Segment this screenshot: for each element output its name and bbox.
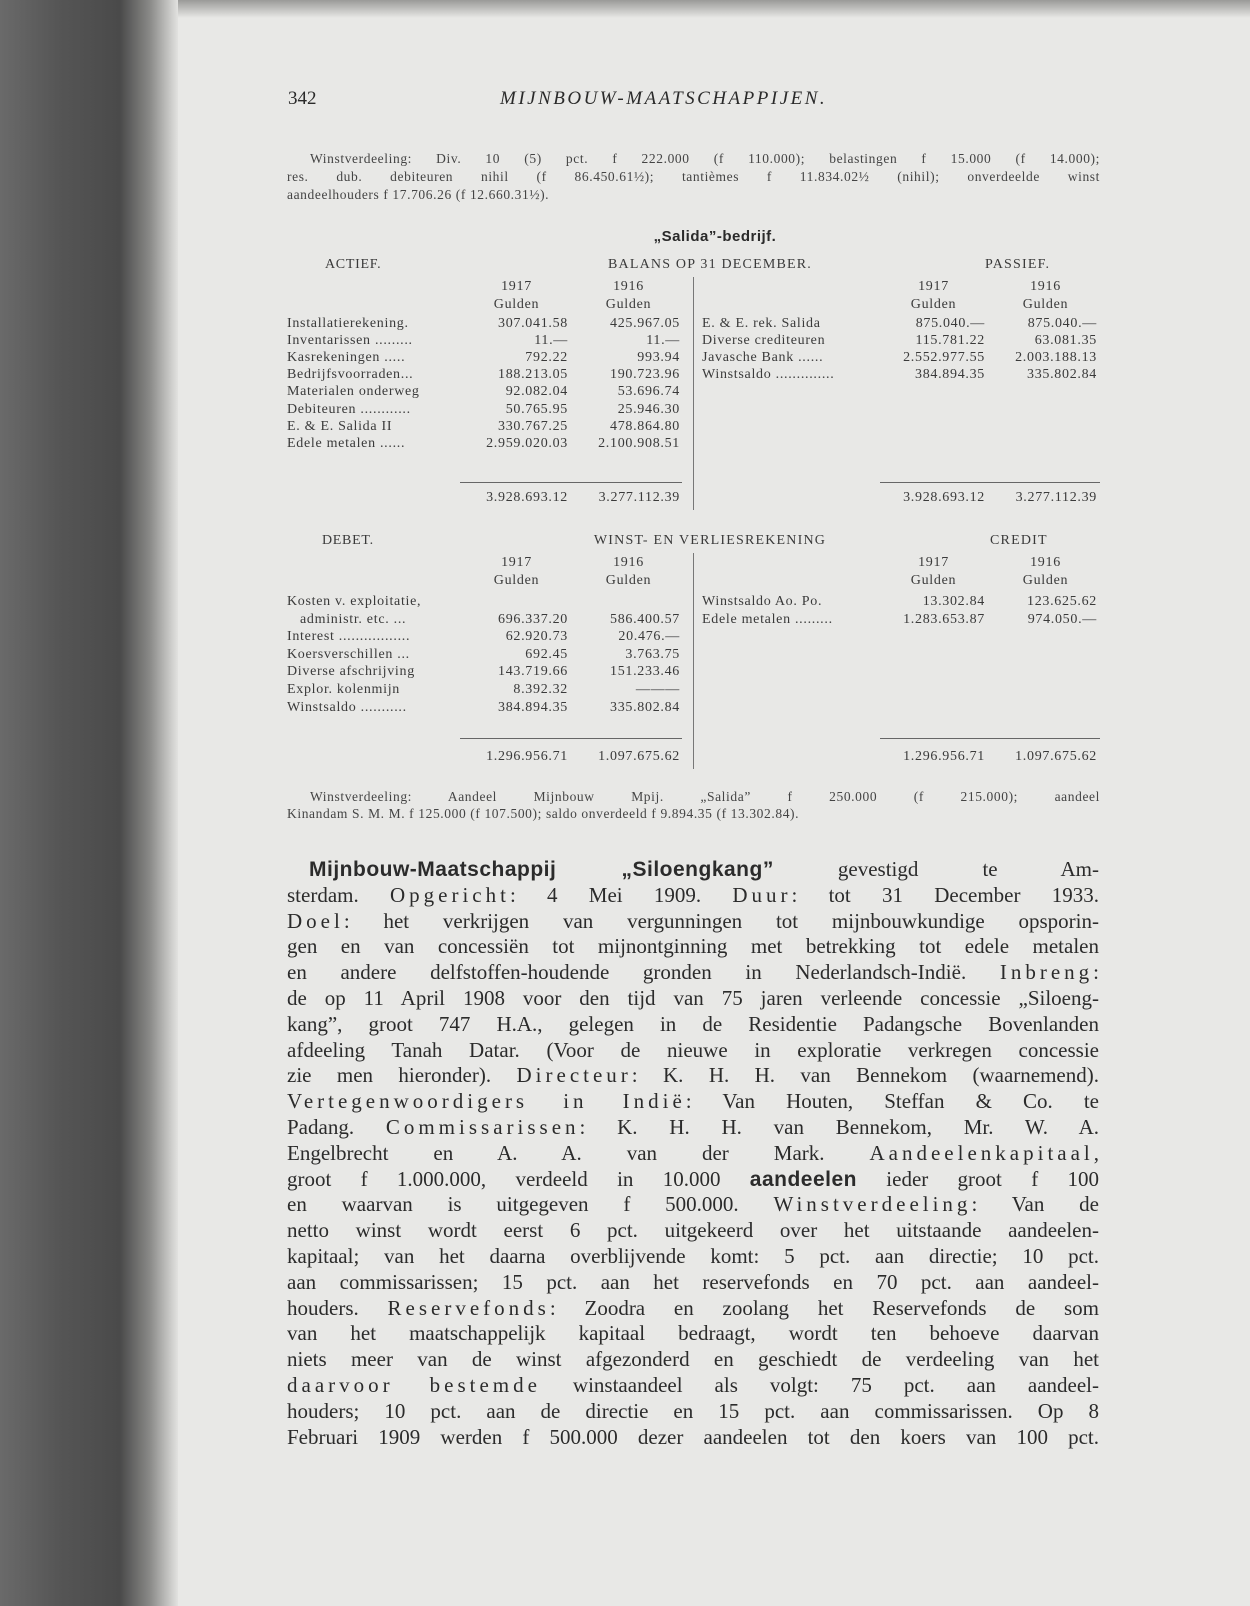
spaced-heading: Vertegenwoordigers in Indië: [287, 1089, 686, 1114]
text-segment: Februari 1909 werden f 500.000 dezer aandeelen tot den koers van 100 pct.: [287, 1424, 1099, 1449]
row-label: Edele metalen ......: [287, 435, 406, 451]
value-1917: 384.894.35: [915, 367, 985, 383]
text-line: [287, 960, 1099, 986]
spaced-heading: daarvoor bestemde: [287, 1372, 541, 1397]
text-segment: : 4 Mei 1909.: [509, 882, 733, 907]
year-header: 1917: [918, 279, 949, 294]
row-label: Kosten v. exploitatie,: [287, 594, 422, 609]
spaced-heading: Duur: [732, 882, 792, 907]
year-header: 1916: [1030, 555, 1061, 570]
text-segment: ieder groot f 100: [856, 1166, 1099, 1191]
total-1917: 3.928.693.12: [903, 490, 985, 505]
intro-line: res. dub. debiteuren nihil (f 86.450.61½); tantièmes f 11.834.02½ (nihil); onverdeelde winst: [287, 169, 1100, 184]
page-number: 342: [288, 88, 317, 109]
text-segment: kapitaal; van het daarna overblijvende komt: 5 pct. aan directie; 10 pct.: [287, 1243, 1099, 1268]
table-title: WINST- EN VERLIESREKENING: [593, 533, 827, 548]
unit-header: Gulden: [605, 573, 652, 588]
value-1916: 586.400.57: [610, 611, 680, 627]
text-segment: : K. H. H. van Bennekom (waarnemend).: [631, 1063, 1099, 1088]
value-1916: ———: [635, 682, 680, 697]
text-line: [287, 1063, 1099, 1089]
year-header: 1916: [1030, 279, 1061, 294]
text-segment: aan commissarissen; 15 pct. aan het reservefonds en 70 pct. aan aandeel-: [287, 1269, 1099, 1294]
spaced-heading: Doel: [287, 908, 344, 933]
total-1917: 3.928.693.12: [486, 490, 568, 505]
unit-header: Gulden: [910, 573, 957, 588]
value-1917: 188.213.05: [498, 367, 568, 383]
spaced-heading: Directeur: [516, 1063, 632, 1088]
right-label: PASSIEF.: [985, 257, 1051, 272]
text-line: [287, 1218, 1099, 1244]
value-1916: 63.081.35: [1034, 333, 1097, 349]
row-label: Installatierekening.: [287, 316, 409, 331]
unit-header: Gulden: [1022, 573, 1069, 588]
row-label: Winstsaldo ...........: [287, 699, 407, 715]
text-line: [287, 1141, 1099, 1167]
bold-term: Mijnbouw-Maatschappij „Siloengkang”: [309, 858, 774, 881]
row-label: Bedrijfsvoorraden...: [287, 367, 414, 383]
row-label: Winstsaldo Ao. Po.: [702, 594, 823, 609]
value-1916: 3.763.75: [625, 646, 680, 662]
row-label: Winstsaldo ..............: [702, 367, 835, 383]
row-label: Diverse afschrijving: [287, 664, 415, 680]
row-label: Materialen onderweg: [287, 384, 420, 400]
text-line: [287, 1012, 1099, 1038]
value-1917: 13.302.84: [922, 594, 985, 609]
year-header: 1917: [501, 555, 532, 570]
text-segment: houders; 10 pct. aan de directie en 15 pct. aan commissarissen. Op 8: [287, 1398, 1099, 1423]
company-description: [287, 857, 1099, 1450]
text-segment: afdeeling Tanah Datar. (Voor de nieuwe in exploratie verkregen concessie: [287, 1037, 1099, 1062]
text-segment: gen en van concessiën tot mijnontginning met betrekking tot edele metalen: [287, 934, 1099, 959]
row-label: Diverse crediteuren: [702, 333, 826, 349]
value-1916: 11.—: [646, 333, 680, 349]
row-label: E. & E. rek. Salida: [702, 316, 821, 331]
text-segment: Padang.: [287, 1114, 386, 1139]
unit-header: Gulden: [910, 297, 957, 312]
value-1917: 92.082.04: [505, 384, 568, 400]
value-1916: 335.802.84: [610, 699, 680, 715]
right-label: CREDIT: [990, 533, 1048, 548]
value-1916: 974.050.—: [1027, 611, 1097, 627]
row-label: Javasche Bank ......: [702, 350, 824, 366]
text-segment: en waarvan is uitgegeven f 500.000.: [287, 1192, 774, 1217]
value-1916: 190.723.96: [610, 367, 680, 383]
text-line: [287, 1347, 1099, 1373]
total-1916: 3.277.112.39: [1015, 490, 1097, 505]
value-1916: 123.625.62: [1027, 594, 1097, 609]
value-1917: 2.959.020.03: [486, 435, 568, 451]
text-line: [287, 883, 1099, 909]
text-segment: netto winst wordt eerst 6 pct. uitgekeerd over het uitstaande aandeelen-: [287, 1218, 1099, 1243]
value-1917: 696.337.20: [498, 611, 568, 627]
spaced-heading: Reservefonds: [387, 1295, 550, 1320]
row-label: Kasrekeningen .....: [287, 350, 406, 366]
value-1917: 143.719.66: [498, 664, 568, 680]
text-line: [287, 1373, 1099, 1399]
text-segment: Engelbrecht en A. A. van der Mark.: [287, 1140, 870, 1165]
value-1916: 993.94: [637, 350, 680, 366]
text-line: [287, 934, 1099, 960]
value-1916: 53.696.74: [617, 384, 680, 400]
row-label: Interest .................: [287, 629, 411, 645]
value-1916: 425.967.05: [610, 316, 680, 331]
row-label: Explor. kolenmijn: [287, 682, 401, 697]
total-1916: 1.097.675.62: [598, 749, 680, 764]
text-segment: van het maatschappelijk kapitaal bedraagt, wordt ten behoeve daarvan: [287, 1321, 1099, 1346]
text-line: [287, 857, 1099, 883]
value-1917: 792.22: [525, 350, 568, 366]
sum-rule: [460, 482, 682, 483]
text-segment: : het verkrijgen van vergunningen tot mijnbouwkundige opsporin-: [343, 908, 1099, 933]
text-segment: kang”, groot 747 H.A., gelegen in de Residentie Padangsche Bovenlanden: [287, 1011, 1099, 1036]
text-segment: houders.: [287, 1295, 388, 1320]
section-title: „Salida”-bedrijf.: [653, 228, 777, 245]
running-title: MIJNBOUW-MAATSCHAPPIJEN.: [500, 88, 828, 109]
value-1917: 875.040.—: [915, 316, 985, 331]
value-1916: 2.100.908.51: [598, 435, 680, 451]
value-1917: 1.283.653.87: [903, 611, 985, 627]
value-1917: 8.392.32: [513, 682, 568, 697]
text-segment: ,: [1093, 1140, 1099, 1165]
value-1916: 478.864.80: [610, 418, 680, 434]
value-1916: 335.802.84: [1027, 367, 1097, 383]
row-label: E. & E. Salida II: [287, 418, 393, 434]
intro-line: aandeelhouders f 17.706.26 (f 12.660.31½).: [287, 187, 550, 202]
row-label: administr. etc. ...: [300, 611, 407, 627]
unit-header: Gulden: [493, 297, 540, 312]
row-label: Koersverschillen ...: [287, 646, 410, 662]
value-1917: 50.765.95: [505, 401, 568, 417]
unit-header: Gulden: [605, 297, 652, 312]
sum-rule: [880, 738, 1100, 739]
left-label: DEBET.: [322, 533, 374, 548]
value-1916: 875.040.—: [1027, 316, 1097, 331]
text-segment: gevestigd te Am-: [773, 857, 1099, 881]
sum-rule: [880, 482, 1100, 483]
text-segment: : tot 31 December 1933.: [791, 882, 1099, 907]
text-line: [287, 1192, 1099, 1218]
column-divider: [693, 277, 694, 510]
text-segment: : Zoodra en zoolang het Reservefonds de som: [549, 1295, 1099, 1320]
text-segment: en andere delfstoffen-houdende gronden in Nederlandsch-Indië.: [287, 960, 1000, 985]
year-header: 1917: [918, 555, 949, 570]
text-segment: :: [1093, 960, 1099, 985]
value-1917: 330.767.25: [498, 418, 568, 434]
text-segment: : Van de: [971, 1192, 1100, 1217]
value-1917: 62.920.73: [505, 629, 568, 645]
unit-header: Gulden: [1022, 297, 1069, 312]
text-segment: : Van Houten, Steffan & Co. te: [685, 1089, 1100, 1114]
unit-header: Gulden: [493, 573, 540, 588]
total-1917: 1.296.956.71: [903, 749, 985, 764]
row-label: Debiteuren ............: [287, 401, 411, 417]
year-header: 1916: [613, 555, 644, 570]
text-line: [287, 1115, 1099, 1141]
text-line: [287, 1425, 1099, 1451]
note-line: Kinandam S. M. M. f 125.000 (f 107.500); saldo onverdeeld f 9.894.35 (f 13.302.84).: [287, 806, 800, 821]
text-segment: sterdam.: [287, 882, 390, 907]
spaced-heading: Winstverdeeling: [773, 1192, 972, 1217]
value-1916: 20.476.—: [618, 629, 680, 645]
text-segment: zie men hieronder).: [287, 1063, 517, 1088]
text-line: [287, 986, 1099, 1012]
note-line: Winstverdeeling: Aandeel Mijnbouw Mpij. „Salida” f 250.000 (f 215.000); aandeel: [310, 789, 1100, 804]
spaced-heading: Commissarissen: [385, 1114, 580, 1139]
value-1917: 384.894.35: [498, 699, 568, 715]
left-label: ACTIEF.: [325, 257, 382, 272]
text-line: [287, 909, 1099, 935]
text-line: [287, 1167, 1099, 1193]
column-divider: [693, 553, 694, 769]
bold-term: aandeelen: [749, 1167, 857, 1191]
page-edge-shadow: [178, 0, 1250, 18]
spaced-heading: Opgericht: [389, 882, 510, 907]
value-1917: 115.781.22: [915, 333, 985, 349]
year-header: 1917: [501, 279, 532, 294]
value-1917: 11.—: [534, 333, 568, 349]
text-line: [287, 1296, 1099, 1322]
total-1917: 1.296.956.71: [486, 749, 568, 764]
value-1916: 151.233.46: [610, 664, 680, 680]
row-label: Edele metalen .........: [702, 611, 833, 627]
text-segment: winstaandeel als volgt: 75 pct. aan aandeel-: [540, 1372, 1099, 1397]
text-segment: : K. H. H. van Bennekom, Mr. W. A.: [579, 1114, 1099, 1139]
text-line: [287, 1089, 1099, 1115]
value-1917: 692.45: [525, 646, 568, 662]
text-line: [287, 1244, 1099, 1270]
text-segment: de op 11 April 1908 voor den tijd van 75 jaren verleende concessie „Siloeng-: [287, 985, 1099, 1010]
value-1917: 307.041.58: [498, 316, 568, 331]
total-1916: 3.277.112.39: [598, 490, 680, 505]
value-1916: 25.946.30: [617, 401, 680, 417]
sum-rule: [460, 738, 682, 739]
total-1916: 1.097.675.62: [1015, 749, 1097, 764]
text-segment: groot f 1.000.000, verdeeld in 10.000: [287, 1166, 750, 1191]
row-label: Inventarissen .........: [287, 333, 413, 349]
text-segment: niets meer van de winst afgezonderd en geschiedt de verdeeling van het: [287, 1347, 1099, 1372]
spaced-heading: Inbreng: [999, 960, 1094, 985]
text-line: [287, 1270, 1099, 1296]
intro-line: Winstverdeeling: Div. 10 (5) pct. f 222.000 (f 110.000); belastingen f 15.000 (f 14.000);: [310, 151, 1100, 166]
text-line: [287, 1038, 1099, 1064]
value-1916: 2.003.188.13: [1015, 350, 1097, 366]
year-header: 1916: [613, 279, 644, 294]
text-line: [287, 1399, 1099, 1425]
spaced-heading: Aandeelenkapitaal: [869, 1140, 1094, 1165]
table-title: BALANS OP 31 DECEMBER.: [607, 257, 812, 272]
value-1917: 2.552.977.55: [903, 350, 985, 366]
text-line: [287, 1321, 1099, 1347]
